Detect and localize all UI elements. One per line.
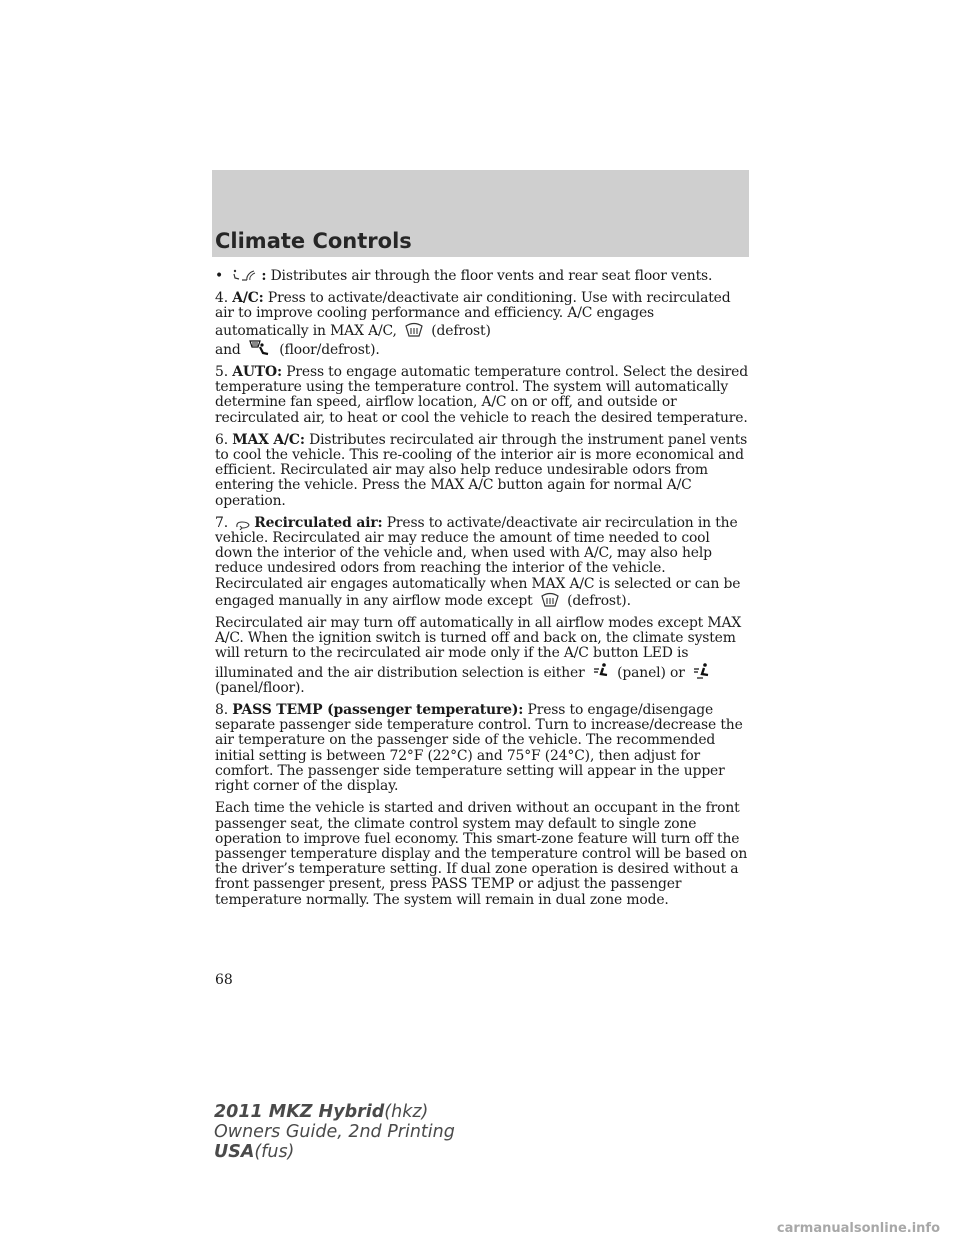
recirculate-icon bbox=[235, 520, 251, 530]
ac-text-c: and bbox=[215, 341, 241, 358]
auto-label: AUTO: bbox=[232, 364, 282, 381]
auto-number: 5. bbox=[215, 364, 228, 381]
pass-temp-number: 8. bbox=[215, 702, 228, 719]
recirc-off-item bbox=[215, 616, 750, 696]
defrost-icon bbox=[540, 592, 560, 608]
page-content bbox=[215, 268, 750, 915]
ac-item bbox=[215, 291, 750, 358]
panel-icon bbox=[592, 662, 610, 680]
footer-model-code: (hkz) bbox=[384, 1102, 429, 1122]
footer bbox=[214, 1102, 455, 1162]
floor-separator: : bbox=[261, 268, 267, 284]
auto-item bbox=[215, 365, 750, 426]
pass-temp-label: PASS TEMP (passenger temperature): bbox=[232, 702, 524, 719]
floor-defrost-icon bbox=[248, 339, 272, 357]
footer-market: USA bbox=[214, 1142, 255, 1162]
footer-line-2: Owners Guide, 2nd Printing bbox=[214, 1122, 455, 1142]
floor-text: Distributes air through the floor vents and rear seat floor vents. bbox=[270, 268, 713, 284]
recirc-text-a: Press to activate/deactivate air recirculation in the vehicle. Recirculated air may reduce the amount of time needed to cool down the interior of the vehicle and, when used with A/C, may also help reduce undesired odors from reaching the interior of the vehicle. Recirculated air engages automatically when MAX A/C is selected or can be engaged manually in any airflow mode except bbox=[215, 514, 741, 609]
bullet: • bbox=[215, 268, 224, 284]
max-ac-label: MAX A/C: bbox=[232, 431, 305, 448]
floor-icon bbox=[230, 268, 258, 283]
smart-zone-text: Each time the vehicle is started and driven without an occupant in the front passenger seat, the climate control system may default to single zone operation to improve fuel economy. This smart-zone feature will turn off the passenger temperature display and the temperature control will be based on the driver’s temperature setting. If dual zone operation is desired without a front passenger present, press PASS TEMP or adjust the passenger temperature normally. The system will remain in dual zone mode. bbox=[215, 800, 748, 908]
max-ac-text: Distributes recirculated air through the instrument panel vents to cool the vehicle. This re-cooling of the interior air is more economical and efficient. Recirculated air may also help reduce undesirable odors from entering the vehicle. Press the MAX A/C button again for normal A/C operation. bbox=[215, 431, 748, 509]
recirc-text-b: (defrost). bbox=[567, 592, 631, 609]
recirc-off-text-c: (panel/floor). bbox=[215, 679, 305, 696]
ac-text-d: (floor/defrost). bbox=[279, 341, 380, 358]
watermark: carmanualsonline.info bbox=[776, 1221, 940, 1236]
footer-market-code: (fus) bbox=[254, 1142, 295, 1162]
max-ac-number: 6. bbox=[215, 431, 228, 448]
smart-zone-item bbox=[215, 801, 750, 907]
recirc-off-text-a: Recirculated air may turn off automatically in all airflow modes except MAX A/C. When the ignition switch is turned off and back on, the climate system will return to the recirculated air mode only if the A/C button LED is illuminated and the air distribution selection is either bbox=[215, 615, 742, 681]
max-ac-item bbox=[215, 433, 750, 509]
floor-item bbox=[215, 268, 750, 284]
auto-text: Press to engage automatic temperature control. Select the desired temperature using the temperature control. The system will automatically determine fan speed, airflow location, A/C on or off, and outside or recirculated air, to heat or cool the vehicle to reach the desired temperature. bbox=[215, 364, 748, 426]
recirc-number: 7. bbox=[215, 514, 228, 531]
page-number: 68 bbox=[215, 972, 233, 988]
footer-model: 2011 MKZ Hybrid bbox=[214, 1102, 385, 1122]
recirc-off-text-b: (panel) or bbox=[617, 664, 685, 681]
ac-label: A/C: bbox=[232, 290, 264, 307]
section-title: Climate Controls bbox=[215, 229, 412, 253]
pass-temp-text: Press to engage/disengage separate passenger side temperature control. Turn to increase/decrease the air temperature on the passenger side of the vehicle. The recommended initial setting is between 72°F (22°C) and 75°F (24°C), then adjust for comfort. The passenger side temperature setting will appear in the upper right corner of the display. bbox=[215, 702, 743, 795]
recirc-label: Recirculated air: bbox=[254, 514, 383, 531]
panel-floor-icon bbox=[692, 662, 712, 680]
defrost-icon bbox=[404, 322, 424, 338]
footer-line-1 bbox=[214, 1102, 455, 1122]
recirc-item bbox=[215, 516, 750, 609]
ac-number: 4. bbox=[215, 290, 228, 307]
footer-line-3 bbox=[214, 1142, 455, 1162]
pass-temp-item bbox=[215, 703, 750, 794]
ac-text-b: (defrost) bbox=[431, 322, 491, 339]
ac-text-a: Press to activate/deactivate air conditioning. Use with recirculated air to improve cooling performance and efficiency. A/C engages automatically in MAX A/C, bbox=[215, 290, 731, 339]
